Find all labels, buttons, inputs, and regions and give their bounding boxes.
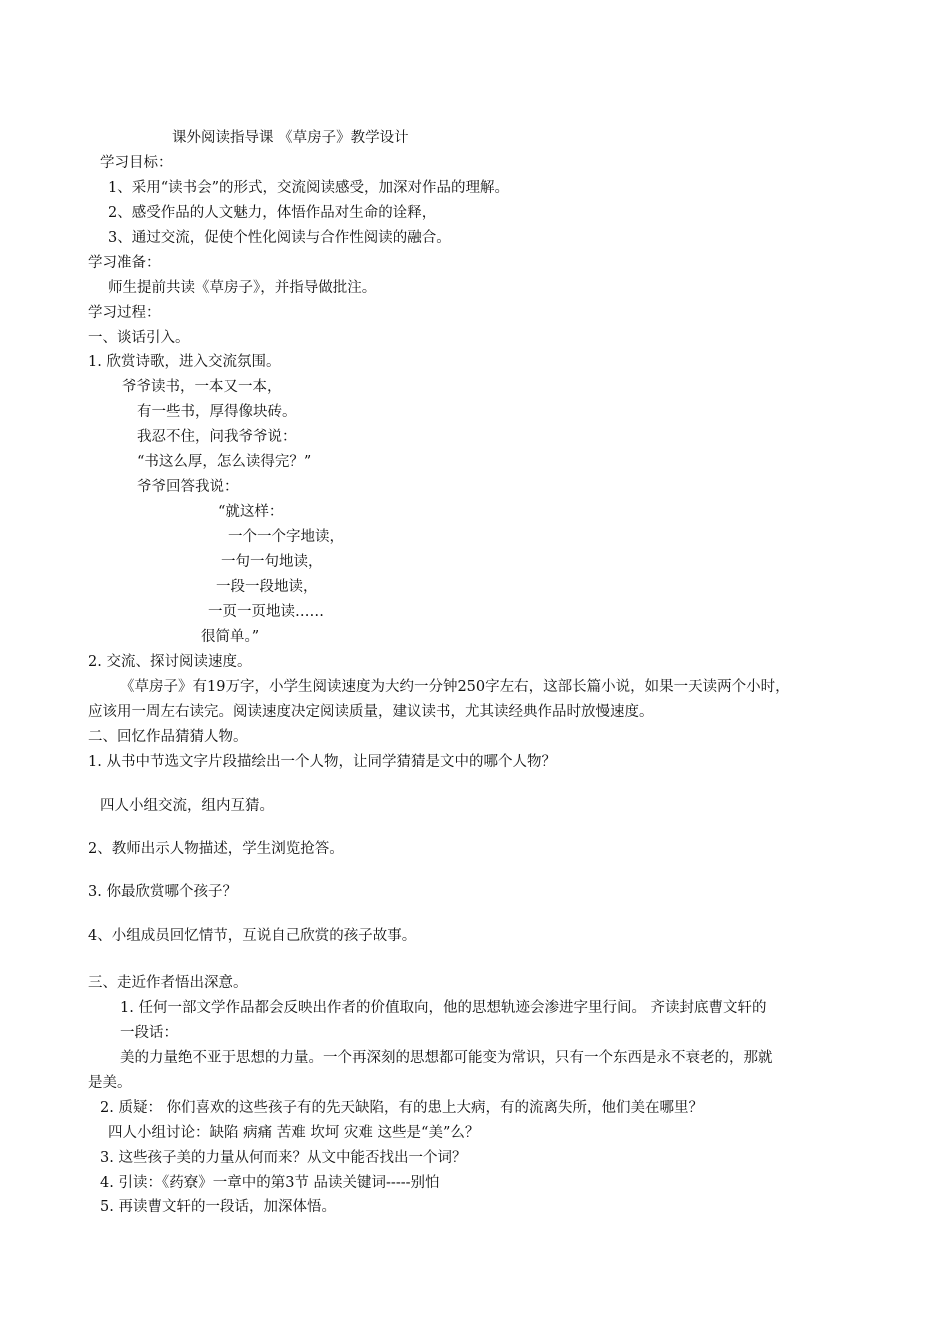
- poem-line: “就这样：: [218, 504, 284, 520]
- heading-preparation: 学习准备：: [88, 255, 161, 271]
- paragraph: 应该用一周左右读完。阅读速度决定阅读质量，建议读书，尤其读经典作品时放慢速度。: [88, 704, 654, 720]
- step-item: 5. 再读曹文轩的一段话，加深体悟。: [100, 1199, 336, 1215]
- section-heading: 三、走近作者悟出深意。: [88, 975, 248, 991]
- objective-item: 3、通过交流，促使个性化阅读与合作性阅读的融合。: [108, 230, 451, 246]
- poem-line: 有一些书，厚得像块砖。: [137, 404, 297, 420]
- section-heading: 二、回忆作品猜猜人物。: [88, 729, 248, 745]
- poem-line: 很简单。”: [201, 629, 260, 645]
- poem-line: 爷爷回答我说：: [137, 479, 239, 495]
- paragraph: 师生提前共读《草房子》，并指导做批注。: [108, 280, 377, 296]
- poem-line: 一句一句地读，: [221, 554, 323, 570]
- quote-paragraph: 是美。: [88, 1075, 132, 1091]
- paragraph: 四人小组讨论：缺陷 病痛 苦难 坎坷 灾难 这些是“美”么？: [108, 1125, 480, 1141]
- step-item: 一段话：: [120, 1025, 178, 1041]
- poem-line: 一个一个字地读，: [228, 529, 344, 545]
- step-item: 2. 质疑： 你们喜欢的这些孩子有的先天缺陷，有的患上大病，有的流离失所，他们美在哪里？: [100, 1100, 704, 1116]
- paragraph: 四人小组交流，组内互猜。: [100, 798, 274, 814]
- heading-process: 学习过程：: [88, 305, 161, 321]
- poem-line: 一段一段地读，: [216, 579, 318, 595]
- poem-line: 我忍不住，问我爷爷说：: [137, 429, 297, 445]
- step-item: 3. 你最欣赏哪个孩子？: [88, 884, 237, 900]
- step-item: 4、小组成员回忆情节，互说自己欣赏的孩子故事。: [88, 928, 417, 944]
- page-title: 课外阅读指导课 《草房子》教学设计: [172, 130, 409, 146]
- objective-item: 2、感受作品的人文魅力，体悟作品对生命的诠释，: [108, 205, 437, 221]
- section-heading: 一、谈话引入。: [88, 330, 190, 346]
- step-item: 1. 欣赏诗歌，进入交流氛围。: [88, 354, 281, 370]
- poem-line: “书这么厚，怎么读得完？”: [137, 454, 312, 470]
- step-item: 1. 从书中节选文字片段描绘出一个人物，让同学猜猜是文中的哪个人物？: [88, 754, 556, 770]
- poem-line: 一页一页地读……: [208, 604, 324, 620]
- step-item: 3. 这些孩子美的力量从何而来？从文中能否找出一个词？: [100, 1150, 467, 1166]
- quote-paragraph: 美的力量绝不亚于思想的力量。一个再深刻的思想都可能变为常识，只有一个东西是永不衰老的，那就: [120, 1050, 773, 1066]
- step-item: 1. 任何一部文学作品都会反映出作者的价值取向，他的思想轨迹会渗进字里行间。 齐读封底曹文轩的: [120, 1000, 767, 1016]
- objective-item: 1、采用“读书会”的形式，交流阅读感受，加深对作品的理解。: [108, 180, 510, 196]
- step-item: 2. 交流、探讨阅读速度。: [88, 654, 252, 670]
- step-item: 2、教师出示人物描述，学生浏览抢答。: [88, 841, 344, 857]
- paragraph: 《草房子》有19万字，小学生阅读速度为大约一分钟250字左右，这部长篇小说，如果一天读两个小时，: [120, 679, 790, 695]
- heading-objectives: 学习目标：: [100, 155, 173, 171]
- step-item: 4. 引读：《药寮》一章中的第3节 品读关键词-----别怕: [100, 1175, 440, 1191]
- poem-line: 爷爷读书，一本又一本，: [122, 379, 282, 395]
